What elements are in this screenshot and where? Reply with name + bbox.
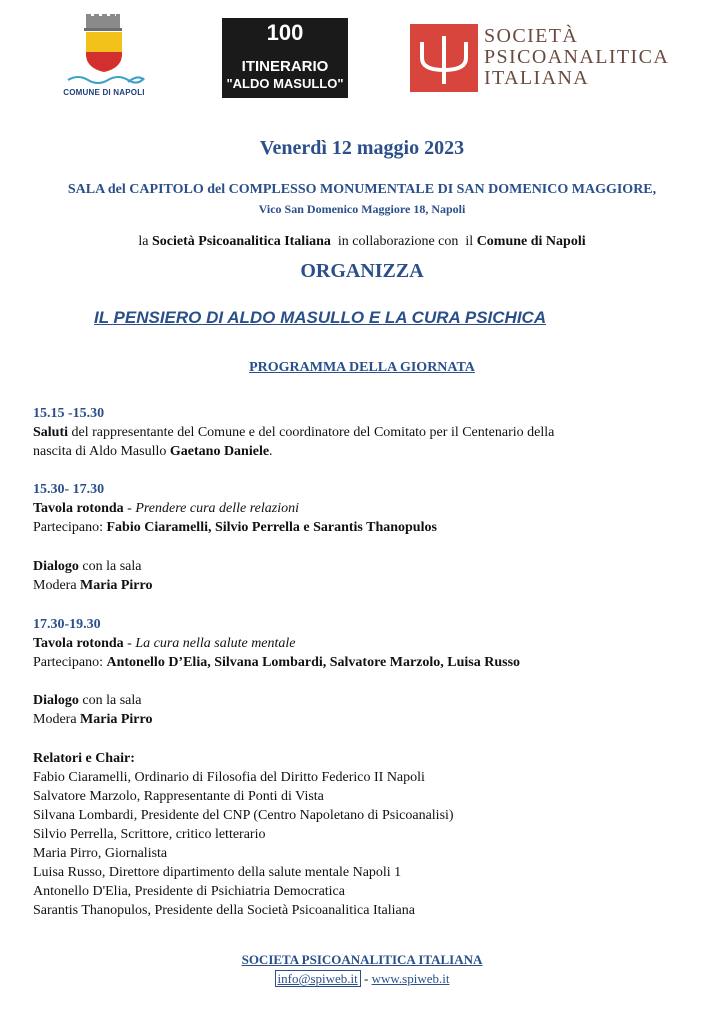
event-theme: IL PENSIERO DI ALDO MASULLO E LA CURA PSICHICA — [94, 308, 547, 327]
program-session-3 — [33, 615, 520, 672]
participants-names: Fabio Ciaramelli, Silvio Perrella e Sarantis Thanopulos — [106, 520, 437, 535]
participants-label: Partecipano: — [33, 520, 107, 535]
footer-org: SOCIETA PSICOANALITICA ITALIANA — [241, 952, 483, 967]
spi-logo-line2: PSICOANALITICA — [484, 46, 670, 68]
dialogue-line — [33, 557, 152, 576]
participants-label: Partecipano: — [33, 655, 107, 670]
session-title: La cura nella salute mentale — [135, 636, 296, 651]
dialogue-2 — [33, 691, 152, 729]
speaker-item: Sarantis Thanopulos, Presidente della Società Psicoanalitica Italiana — [33, 903, 415, 918]
dialogue-text: con la sala — [78, 559, 142, 574]
dialogue-line — [33, 691, 152, 710]
spi-logo-text — [484, 26, 669, 89]
speaker-item: Antonello D'Elia, Presidente di Psichiatria Democratica — [33, 884, 345, 899]
dialogue-label: Dialogo — [33, 559, 79, 574]
dialogue-1 — [33, 557, 152, 595]
dialogue-text: con la sala — [78, 693, 142, 708]
session-desc-cont — [33, 442, 554, 461]
comune-napoli-logo — [58, 14, 150, 100]
moderator-name: Maria Pirro — [80, 712, 153, 727]
moderator-name: Maria Pirro — [80, 578, 153, 593]
session-time: 15.15 -15.30 — [33, 406, 105, 421]
session-dash: - — [123, 501, 136, 516]
napoli-crest-icon — [58, 14, 150, 88]
collab-pre: la — [138, 234, 152, 249]
session-text: del rappresentante del Comune e del coordinatore del Comitato per il Centenario della — [68, 425, 555, 440]
session-time: 15.30- 17.30 — [33, 482, 105, 497]
session-desc — [33, 423, 554, 442]
moderator-label: Modera — [33, 712, 81, 727]
session-participants-line — [33, 518, 437, 537]
spi-psi-icon — [410, 24, 478, 92]
session-label: Tavola rotonda — [33, 636, 124, 651]
itinerario-subtitle: "ALDO MASULLO" — [226, 76, 344, 91]
footer-links — [0, 971, 724, 987]
dialogue-label: Dialogo — [33, 693, 79, 708]
speakers-section — [33, 749, 454, 920]
website-link[interactable]: www.spiweb.it — [371, 971, 450, 986]
session-speaker: Gaetano Daniele — [169, 444, 270, 459]
email-link[interactable]: info@spiweb.it — [275, 970, 361, 987]
session-end: . — [269, 444, 273, 459]
organizza-heading: ORGANIZZA — [300, 260, 424, 282]
program-session-2 — [33, 480, 437, 537]
collab-mid: in collaborazione con il — [330, 234, 477, 249]
speaker-item: Maria Pirro, Giornalista — [33, 846, 168, 861]
speaker-item: Salvatore Marzolo, Rappresentante di Ponti di Vista — [33, 789, 324, 804]
itinerario-logo — [222, 18, 348, 98]
collab-org-comune: Comune di Napoli — [476, 234, 586, 249]
collab-org-spi: Società Psicoanalitica Italiana — [152, 234, 331, 249]
spi-logo-line1: SOCIETÀ — [484, 25, 579, 47]
footer-sep: - — [360, 971, 372, 986]
session-dash: - — [123, 636, 136, 651]
session-title-line — [33, 499, 437, 518]
program-session-1 — [33, 404, 554, 461]
session-time: 17.30-19.30 — [33, 617, 101, 632]
speakers-heading: Relatori e Chair: — [33, 751, 135, 766]
programma-heading: PROGRAMMA DELLA GIORNATA — [249, 360, 475, 375]
spi-logo — [410, 24, 682, 94]
session-label: Tavola rotonda — [33, 501, 124, 516]
spi-logo-line3: ITALIANA — [484, 67, 590, 89]
event-date: Venerdì 12 maggio 2023 — [259, 137, 465, 159]
itinerario-100-mark: 100 — [266, 20, 304, 45]
speaker-item: Luisa Russo, Direttore dipartimento della salute mentale Napoli 1 — [33, 865, 402, 880]
speaker-item: Silvio Perrella, Scrittore, critico letterario — [33, 827, 266, 842]
session-participants-line — [33, 653, 520, 672]
speaker-item: Silvana Lombardi, Presidente del CNP (Centro Napoletano di Psicoanalisi) — [33, 808, 454, 823]
session-label: Saluti — [33, 425, 69, 440]
session-title-line — [33, 634, 520, 653]
moderator-label: Modera — [33, 578, 81, 593]
speaker-item: Fabio Ciaramelli, Ordinario di Filosofia del Diritto Federico II Napoli — [33, 770, 425, 785]
napoli-logo-caption: COMUNE DI NAPOLI — [63, 88, 145, 97]
itinerario-title: ITINERARIO — [241, 58, 329, 75]
session-text-2: nascita di Aldo Masullo — [33, 444, 170, 459]
event-address: Vico San Domenico Maggiore 18, Napoli — [258, 202, 466, 216]
event-venue: SALA del CAPITOLO del COMPLESSO MONUMENTALE DI SAN DOMENICO MAGGIORE, — [67, 182, 657, 197]
moderator-line — [33, 576, 152, 595]
moderator-line — [33, 710, 152, 729]
participants-names: Antonello D’Elia, Silvana Lombardi, Salvatore Marzolo, Luisa Russo — [106, 655, 521, 670]
session-title: Prendere cura delle relazioni — [135, 501, 299, 516]
collaboration-line — [0, 234, 724, 250]
